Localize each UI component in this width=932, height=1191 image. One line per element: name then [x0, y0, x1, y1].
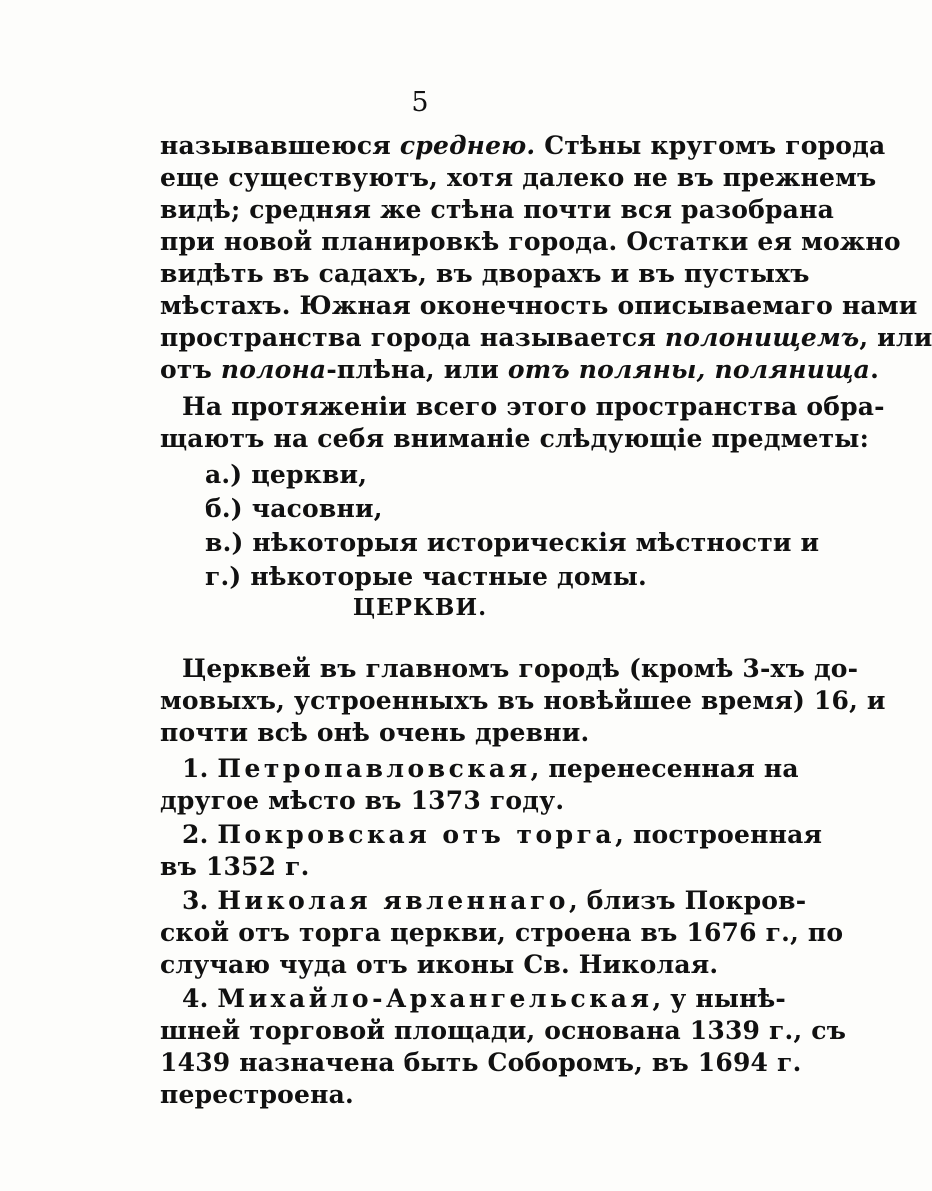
italic-term: полонищемъ: [664, 323, 860, 352]
text-line: [160, 131, 886, 161]
text-line: [160, 355, 879, 385]
text-line: шней торговой площади, основана 1339 г., съ: [160, 1016, 847, 1045]
text-run: .: [870, 355, 879, 384]
text-line: при новой планировкѣ города. Остатки ея можно: [160, 227, 901, 256]
text-run: называвшеюся: [160, 131, 400, 160]
list-item: в.) нѣкоторыя историческія мѣстности и: [205, 528, 820, 557]
text-line: 1439 назначена быть Соборомъ, въ 1694 г.: [160, 1048, 802, 1077]
text-line: Церквей въ главномъ городѣ (кромѣ 3-хъ до-: [182, 654, 859, 683]
church-name: Петропавловская: [217, 754, 531, 783]
text-run: , перенесенная на: [530, 754, 799, 783]
text-line: другое мѣсто въ 1373 году.: [160, 786, 565, 815]
church-entry-line: [182, 820, 823, 850]
italic-term: полона: [220, 355, 327, 384]
text-line: еще существуютъ, хотя далеко не въ прежнемъ: [160, 163, 877, 192]
church-name: Михайло-Архангельская: [217, 984, 653, 1013]
church-entry-line: [182, 886, 807, 916]
italic-term: среднею.: [399, 131, 536, 160]
text-line: перестроена.: [160, 1080, 354, 1109]
entry-number: 3.: [182, 886, 218, 915]
italic-term: отъ поляны, полянища: [507, 355, 871, 384]
text-line: въ 1352 г.: [160, 852, 310, 881]
section-heading: ЦЕРКВИ.: [352, 594, 488, 621]
church-entry-line: [182, 984, 786, 1014]
text-line: щаютъ на себя вниманіе слѣдующіе предметы:: [160, 424, 869, 453]
text-run: -плѣна, или: [326, 355, 508, 384]
text-line: видѣ; средняя же стѣна почти вся разобрана: [160, 195, 834, 224]
text-line: мѣстахъ. Южная оконечность описываемаго нами: [160, 291, 918, 320]
entry-number: 1.: [182, 754, 218, 783]
text-line: [160, 323, 932, 353]
page-number: 5: [411, 87, 429, 118]
list-item: г.) нѣкоторые частные домы.: [205, 562, 647, 591]
text-run: , построенная: [615, 820, 823, 849]
text-run: , у нынѣ-: [652, 984, 786, 1013]
entry-number: 2.: [182, 820, 218, 849]
church-entry-line: [182, 754, 799, 784]
list-item: б.) часовни,: [205, 494, 383, 523]
entry-number: 4.: [182, 984, 218, 1013]
text-line: ской отъ торга церкви, строена въ 1676 г., по: [160, 918, 844, 947]
text-run: отъ: [160, 355, 221, 384]
text-line: почти всѣ онѣ очень древни.: [160, 718, 590, 747]
text-run: пространства города называется: [160, 323, 665, 352]
text-run: , или: [859, 323, 932, 352]
text-run: Стѣны кругомъ города: [535, 131, 886, 160]
text-line: На протяженіи всего этого пространства обра-: [182, 392, 885, 421]
text-run: , близъ Покров-: [568, 886, 807, 915]
text-line: мовыхъ, устроенныхъ въ новѣйшее время) 16, и: [160, 686, 886, 715]
church-name: Покровская отъ торга: [217, 820, 616, 849]
text-line: случаю чуда отъ иконы Св. Николая.: [160, 950, 719, 979]
list-item: а.) церкви,: [205, 460, 368, 489]
church-name: Николая явленнаго: [217, 886, 569, 915]
text-line: видѣть въ садахъ, въ дворахъ и въ пустыхъ: [160, 259, 810, 288]
